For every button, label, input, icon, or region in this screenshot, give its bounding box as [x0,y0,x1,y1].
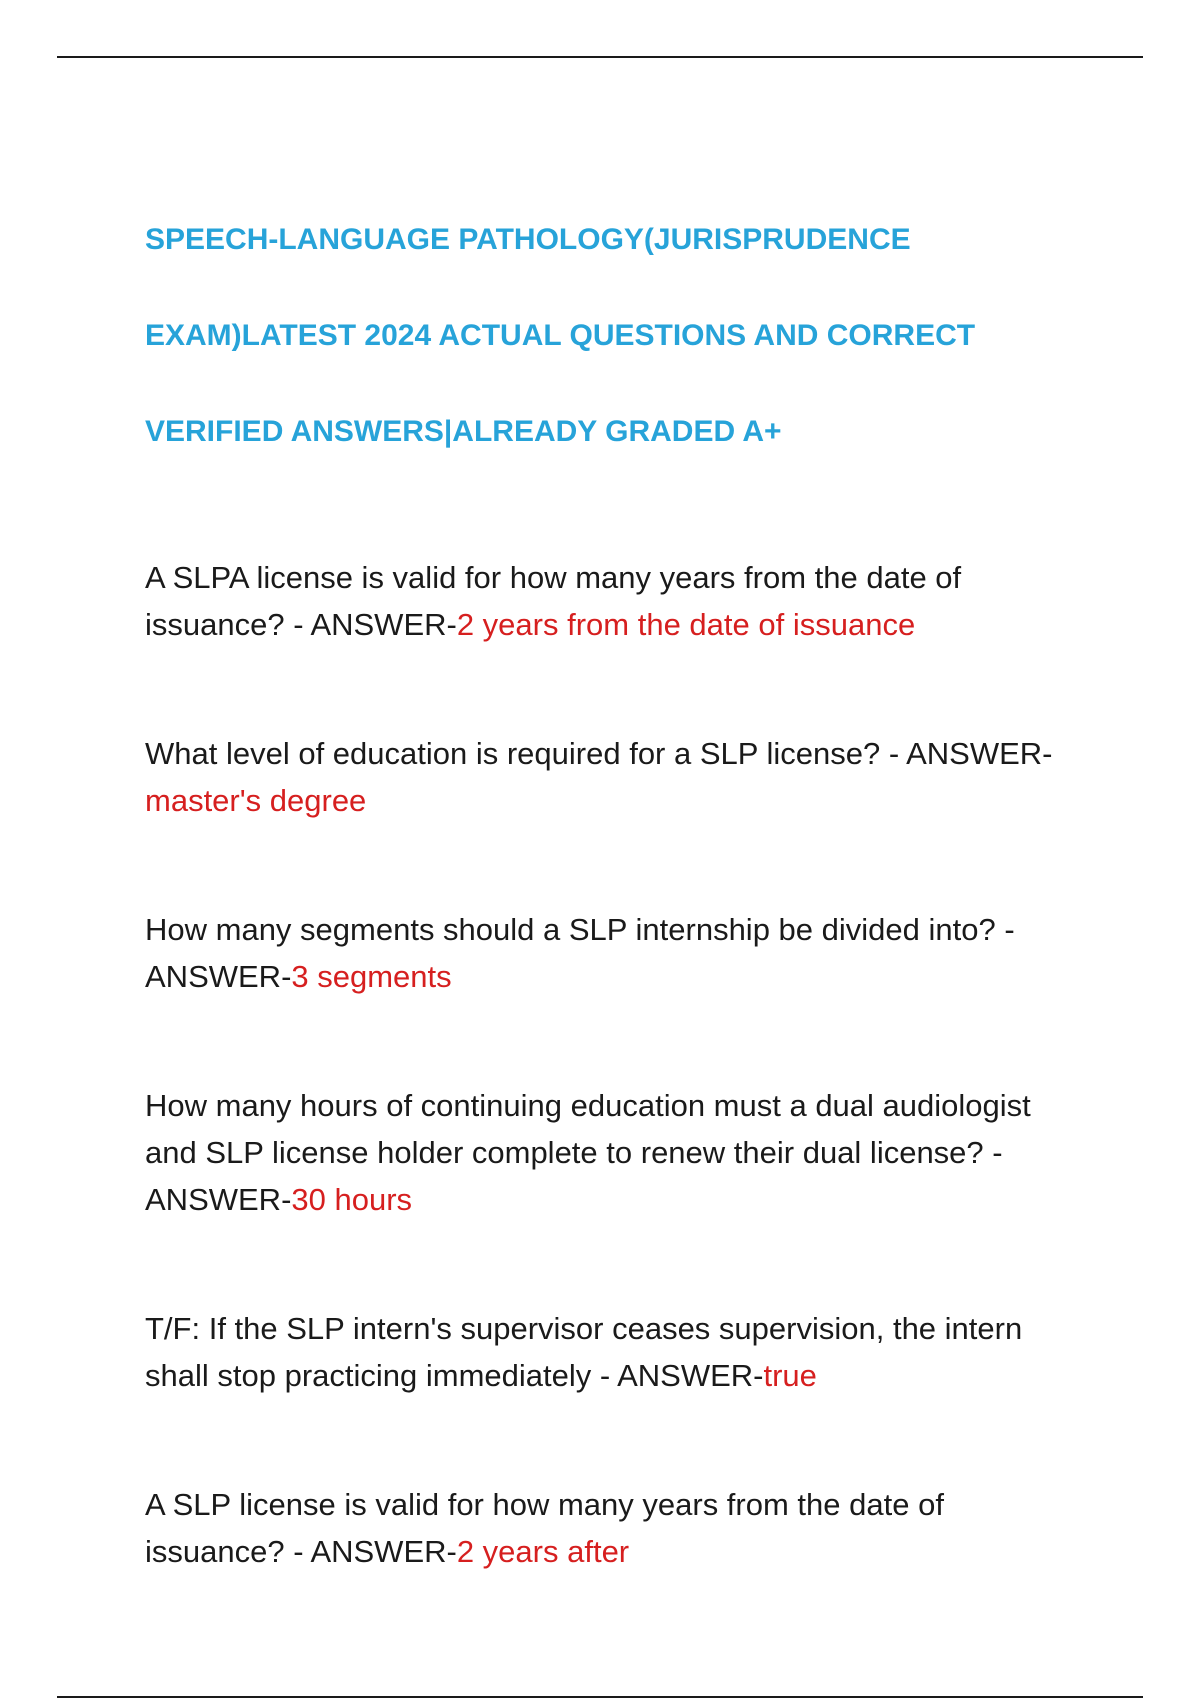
answer-text: true [763,1358,817,1393]
answer-prefix: ANSWER- [617,1358,764,1393]
qa-item [145,1481,1075,1575]
qa-item [145,1305,1075,1399]
qa-item [145,554,1075,648]
answer-prefix: ANSWER- [906,736,1053,771]
document-title [145,168,1075,456]
qa-list [145,554,1075,1575]
answer-prefix: ANSWER- [145,959,292,994]
document-body [145,168,1075,1657]
qa-item [145,1082,1075,1223]
qa-item [145,906,1075,1000]
title-line: SPEECH-LANGUAGE PATHOLOGY(JURISPRUDENCE [145,223,911,256]
answer-text: 30 hours [291,1182,413,1217]
bottom-rule [57,1696,1143,1698]
question-text: How many hours of continuing education must a dual audiologist and SLP license holder complete to renew their dual license? - [145,1088,1031,1170]
answer-text: 3 segments [291,959,452,994]
answer-text: master's degree [145,783,367,818]
question-text: A SLPA license is valid for how many years from the date of issuance? - [145,560,962,642]
answer-text: 2 years after [456,1534,630,1569]
answer-prefix: ANSWER- [145,1182,292,1217]
question-text: What level of education is required for a SLP license? - [145,736,907,771]
title-line: VERIFIED ANSWERS|ALREADY GRADED A+ [145,415,782,448]
answer-text: 2 years from the date of issuance [456,607,916,642]
top-rule [57,56,1143,58]
qa-item [145,730,1075,824]
question-text: How many segments should a SLP internship be divided into? - [145,912,1015,947]
title-line: EXAM)LATEST 2024 ACTUAL QUESTIONS AND CORRECT [145,319,976,352]
question-text: T/F: If the SLP intern's supervisor ceases supervision, the intern shall stop practicing immediately - [145,1311,1023,1393]
answer-prefix: ANSWER- [310,607,457,642]
question-text: A SLP license is valid for how many years from the date of issuance? - [145,1487,944,1569]
answer-prefix: ANSWER- [310,1534,457,1569]
